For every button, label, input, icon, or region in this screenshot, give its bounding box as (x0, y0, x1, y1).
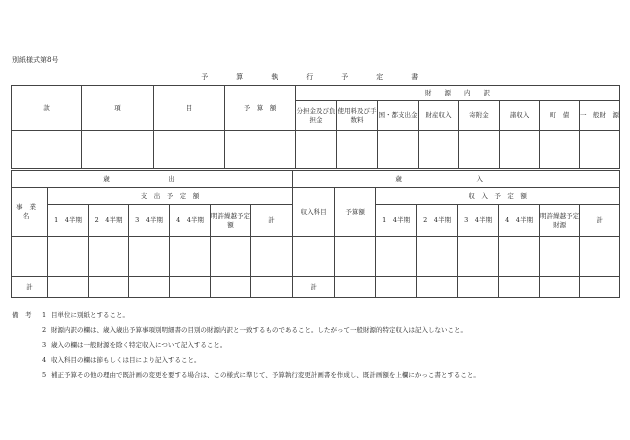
col-exp-q3: 3 4半期 (129, 205, 170, 237)
total-cell (89, 277, 129, 298)
col-exp-q2: 2 4半期 (89, 205, 129, 237)
entry-cell (154, 131, 225, 169)
header-budget-amount: 予算額 (335, 188, 376, 237)
entry-cell (458, 237, 499, 277)
note-number: 1 (42, 311, 47, 319)
entry-cell (129, 237, 170, 277)
header-kan: 款 (12, 86, 82, 131)
total-cell (499, 277, 540, 298)
entry-cell (335, 237, 376, 277)
entry-cell (540, 237, 580, 277)
entry-cell (225, 131, 296, 169)
note-item (12, 338, 480, 353)
entry-cell (12, 237, 48, 277)
col-rev-carryover: 明許繰越予定財源 (540, 205, 580, 237)
total-cell (211, 277, 251, 298)
note-text: 財源内訳の欄は、歳入歳出予算事項別明細書の目別の財源内訳と一致するものであること。したがって一般財源的特定収入は記入しないこと。 (51, 326, 467, 334)
col-exp-total: 計 (251, 205, 293, 237)
entry-cell (89, 237, 129, 277)
entry-cell (211, 237, 251, 277)
col-national-metro-funds: 国・都支出金 (378, 101, 419, 131)
note-text: 歳入の欄は一般財源を除く特定収入について記入すること。 (51, 341, 227, 349)
total-cell (48, 277, 89, 298)
col-contributions: 分担金及び負担金 (296, 101, 337, 131)
header-kou: 項 (82, 86, 154, 131)
header-planned-expenditure: 支 出 予 定 額 (48, 188, 293, 205)
entry-cell (376, 237, 417, 277)
col-exp-q1: 1 4半期 (48, 205, 89, 237)
header-expenditure: 歳 出 (12, 171, 293, 188)
col-town-bonds: 町 債 (540, 101, 580, 131)
col-rev-q4: 4 4半期 (499, 205, 540, 237)
total-cell (376, 277, 417, 298)
entry-cell (580, 131, 620, 169)
col-property-income: 財産収入 (419, 101, 459, 131)
note-item (12, 368, 480, 383)
total-cell (458, 277, 499, 298)
note-item (12, 308, 480, 323)
entry-cell (500, 131, 540, 169)
note-text: 補正予算その他の理由で既計画の変更を要する場合は、この様式に準じて、予算執行変更計画書を作成し、既計画額を上欄にかっこ書とすること。 (51, 371, 480, 379)
entry-cell (82, 131, 154, 169)
col-rev-q3: 3 4半期 (458, 205, 499, 237)
note-number: 3 (42, 341, 47, 349)
col-rev-q1: 1 4半期 (376, 205, 417, 237)
entry-cell (499, 237, 540, 277)
header-planned-revenue: 収 入 予 定 額 (376, 188, 620, 205)
entry-cell (170, 237, 211, 277)
entry-cell (12, 131, 82, 169)
header-budget-amount: 予 算 額 (225, 86, 296, 131)
entry-cell (417, 237, 458, 277)
entry-cell (251, 237, 293, 277)
total-cell (170, 277, 211, 298)
budget-breakdown-table (11, 85, 620, 169)
entry-cell (48, 237, 89, 277)
entry-cell (293, 237, 335, 277)
entry-cell (296, 131, 337, 169)
note-item (12, 323, 480, 338)
total-label-right: 計 (293, 277, 335, 298)
total-cell (251, 277, 293, 298)
entry-cell (337, 131, 378, 169)
header-project-name: 事業名 (12, 188, 48, 237)
entry-cell (419, 131, 459, 169)
note-number: 4 (42, 356, 47, 364)
form-number: 別紙様式第8号 (12, 56, 59, 64)
header-revenue: 歳 入 (293, 171, 620, 188)
note-text: 目単位に別紙とすること。 (51, 311, 129, 319)
header-revenue-breakdown: 財 源 内 訳 (296, 86, 620, 101)
note-item (12, 353, 480, 368)
entry-cell (580, 237, 620, 277)
remarks (12, 308, 480, 383)
col-rev-q2: 2 4半期 (417, 205, 458, 237)
col-misc-income: 諸収入 (500, 101, 540, 131)
document-title: 予 算 執 行 予 定 書 (201, 73, 429, 81)
total-cell (540, 277, 580, 298)
total-cell (129, 277, 170, 298)
col-fees: 使用料及び手数料 (337, 101, 378, 131)
remarks-heading: 備 考 (12, 311, 32, 319)
entry-cell (459, 131, 500, 169)
total-cell (417, 277, 458, 298)
total-cell (580, 277, 620, 298)
col-exp-q4: 4 4半期 (170, 205, 211, 237)
entry-cell (378, 131, 419, 169)
col-general-funds: 一 般財 源 (580, 101, 620, 131)
header-revenue-item: 収入科目 (293, 188, 335, 237)
col-donations: 寄附金 (459, 101, 500, 131)
header-moku: 目 (154, 86, 225, 131)
entry-cell (540, 131, 580, 169)
col-rev-total: 計 (580, 205, 620, 237)
note-number: 2 (42, 326, 47, 334)
note-number: 5 (42, 371, 47, 379)
total-cell (335, 277, 376, 298)
execution-schedule-table (11, 170, 620, 298)
total-label-left: 計 (12, 277, 48, 298)
col-exp-carryover: 明許繰越予定額 (211, 205, 251, 237)
note-text: 収入科目の欄は節もしくは目により記入すること。 (51, 356, 201, 364)
